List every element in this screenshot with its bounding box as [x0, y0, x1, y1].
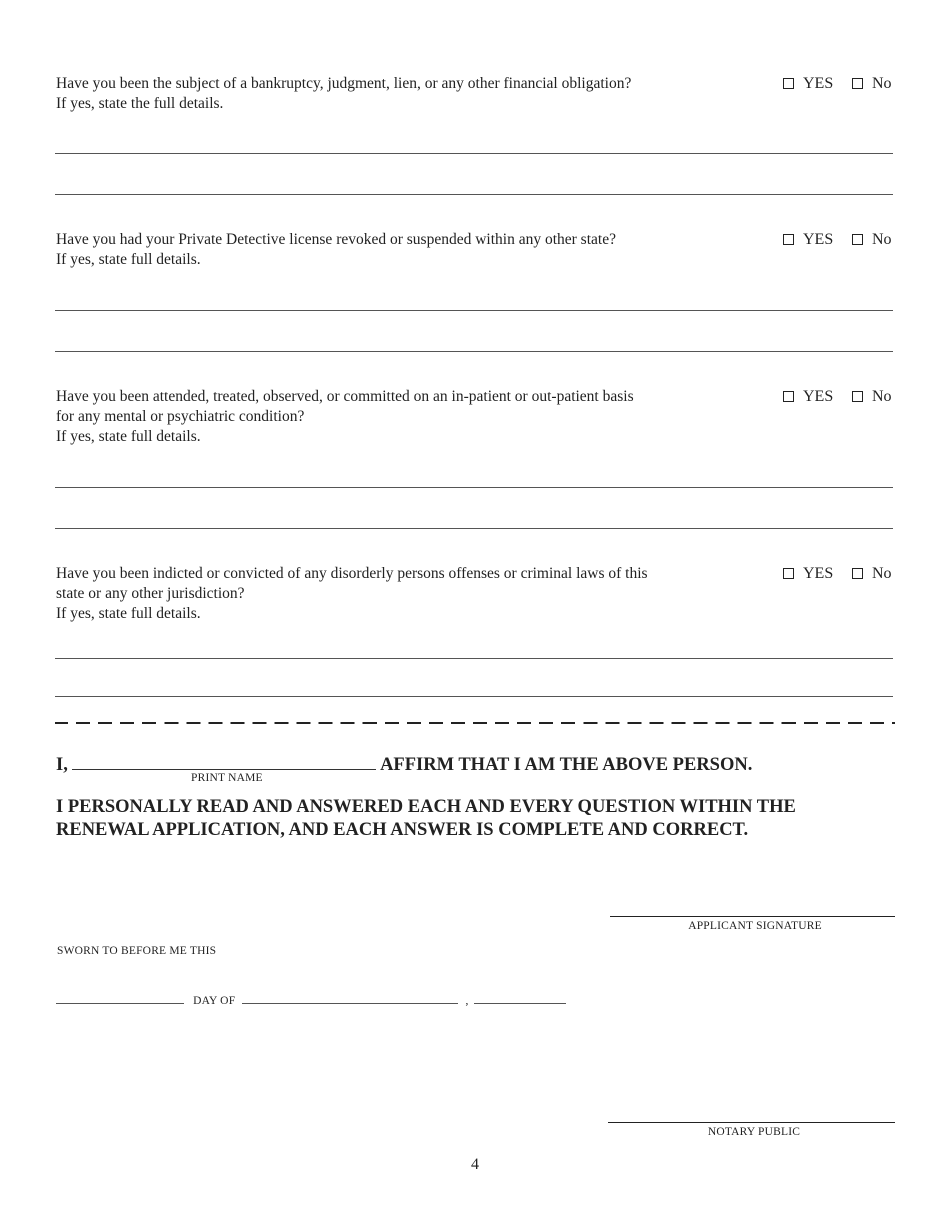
question-3-yes-checkbox[interactable]: YES — [783, 387, 833, 407]
question-3-line-2: for any mental or psychiatric condition? — [56, 408, 305, 425]
question-4-answer-line-1[interactable] — [55, 658, 893, 659]
checkbox-icon — [852, 568, 863, 579]
checkbox-icon — [783, 568, 794, 579]
question-4-line-3: If yes, state full details. — [56, 605, 201, 622]
question-4-line-1: Have you been indicted or convicted of any disorderly persons offenses or criminal laws of this — [56, 565, 648, 582]
print-name-field[interactable] — [72, 751, 376, 770]
question-3-no-checkbox[interactable]: No — [852, 387, 892, 407]
question-4-yes-checkbox[interactable]: YES — [783, 564, 833, 584]
question-2-yes-checkbox[interactable]: YES — [783, 230, 833, 250]
question-1-text — [56, 74, 756, 114]
question-3-answer-line-2[interactable] — [55, 528, 893, 529]
date-comma: , — [465, 995, 469, 1007]
checkbox-icon — [783, 234, 794, 245]
question-2-line-2: If yes, state full details. — [56, 251, 201, 268]
certification-line-2: RENEWAL APPLICATION, AND EACH ANSWER IS COMPLETE AND CORRECT. — [56, 820, 749, 840]
question-1-answer-line-2[interactable] — [55, 194, 893, 195]
checkbox-icon — [783, 391, 794, 402]
checkbox-icon — [852, 78, 863, 89]
question-2-line-1: Have you had your Private Detective license revoked or suspended within any other state? — [56, 231, 616, 248]
date-row — [56, 991, 566, 1007]
question-4-line-2: state or any other jurisdiction? — [56, 585, 245, 602]
question-3-line-1: Have you been attended, treated, observed, or committed on an in-patient or out-patient basis — [56, 388, 634, 405]
question-4-answer-line-2[interactable] — [55, 696, 893, 697]
question-2-text — [56, 230, 756, 270]
day-field[interactable] — [56, 991, 184, 1004]
question-1-line-1: Have you been the subject of a bankruptcy, judgment, lien, or any other financial obligation? — [56, 75, 632, 92]
day-of-label: DAY OF — [193, 995, 236, 1007]
checkbox-icon — [783, 78, 794, 89]
question-1-answer-line-1[interactable] — [55, 153, 893, 154]
notary-public-label: NOTARY PUBLIC — [707, 1126, 801, 1138]
affirmation-suffix: AFFIRM THAT I AM THE ABOVE PERSON. — [380, 755, 753, 775]
question-3-text — [56, 387, 756, 447]
month-field[interactable] — [242, 991, 458, 1004]
question-3-answer-line-1[interactable] — [55, 487, 893, 488]
question-1-line-2: If yes, state the full details. — [56, 95, 224, 112]
year-field[interactable] — [474, 991, 566, 1004]
affirmation-line — [56, 751, 752, 776]
checkbox-icon — [852, 391, 863, 402]
certification-statement — [56, 796, 796, 842]
applicant-signature-line[interactable] — [610, 916, 895, 917]
question-2-answer-line-1[interactable] — [55, 310, 893, 311]
notary-signature-line[interactable] — [608, 1122, 895, 1123]
sworn-label: SWORN TO BEFORE ME THIS — [57, 945, 217, 957]
certification-line-1: I PERSONALLY READ AND ANSWERED EACH AND EVERY QUESTION WITHIN THE — [56, 797, 796, 817]
question-4-text — [56, 564, 756, 624]
question-4-no-checkbox[interactable]: No — [852, 564, 892, 584]
print-name-label: PRINT NAME — [191, 772, 263, 784]
question-1-yes-checkbox[interactable]: YES — [783, 74, 833, 94]
question-2-answer-line-2[interactable] — [55, 351, 893, 352]
section-separator — [55, 722, 895, 724]
question-1-no-checkbox[interactable]: No — [852, 74, 892, 94]
affirmation-prefix: I, — [56, 755, 68, 775]
page-number: 4 — [471, 1156, 479, 1173]
question-2-no-checkbox[interactable]: No — [852, 230, 892, 250]
applicant-signature-label: APPLICANT SIGNATURE — [688, 920, 822, 932]
question-3-line-3: If yes, state full details. — [56, 428, 201, 445]
checkbox-icon — [852, 234, 863, 245]
